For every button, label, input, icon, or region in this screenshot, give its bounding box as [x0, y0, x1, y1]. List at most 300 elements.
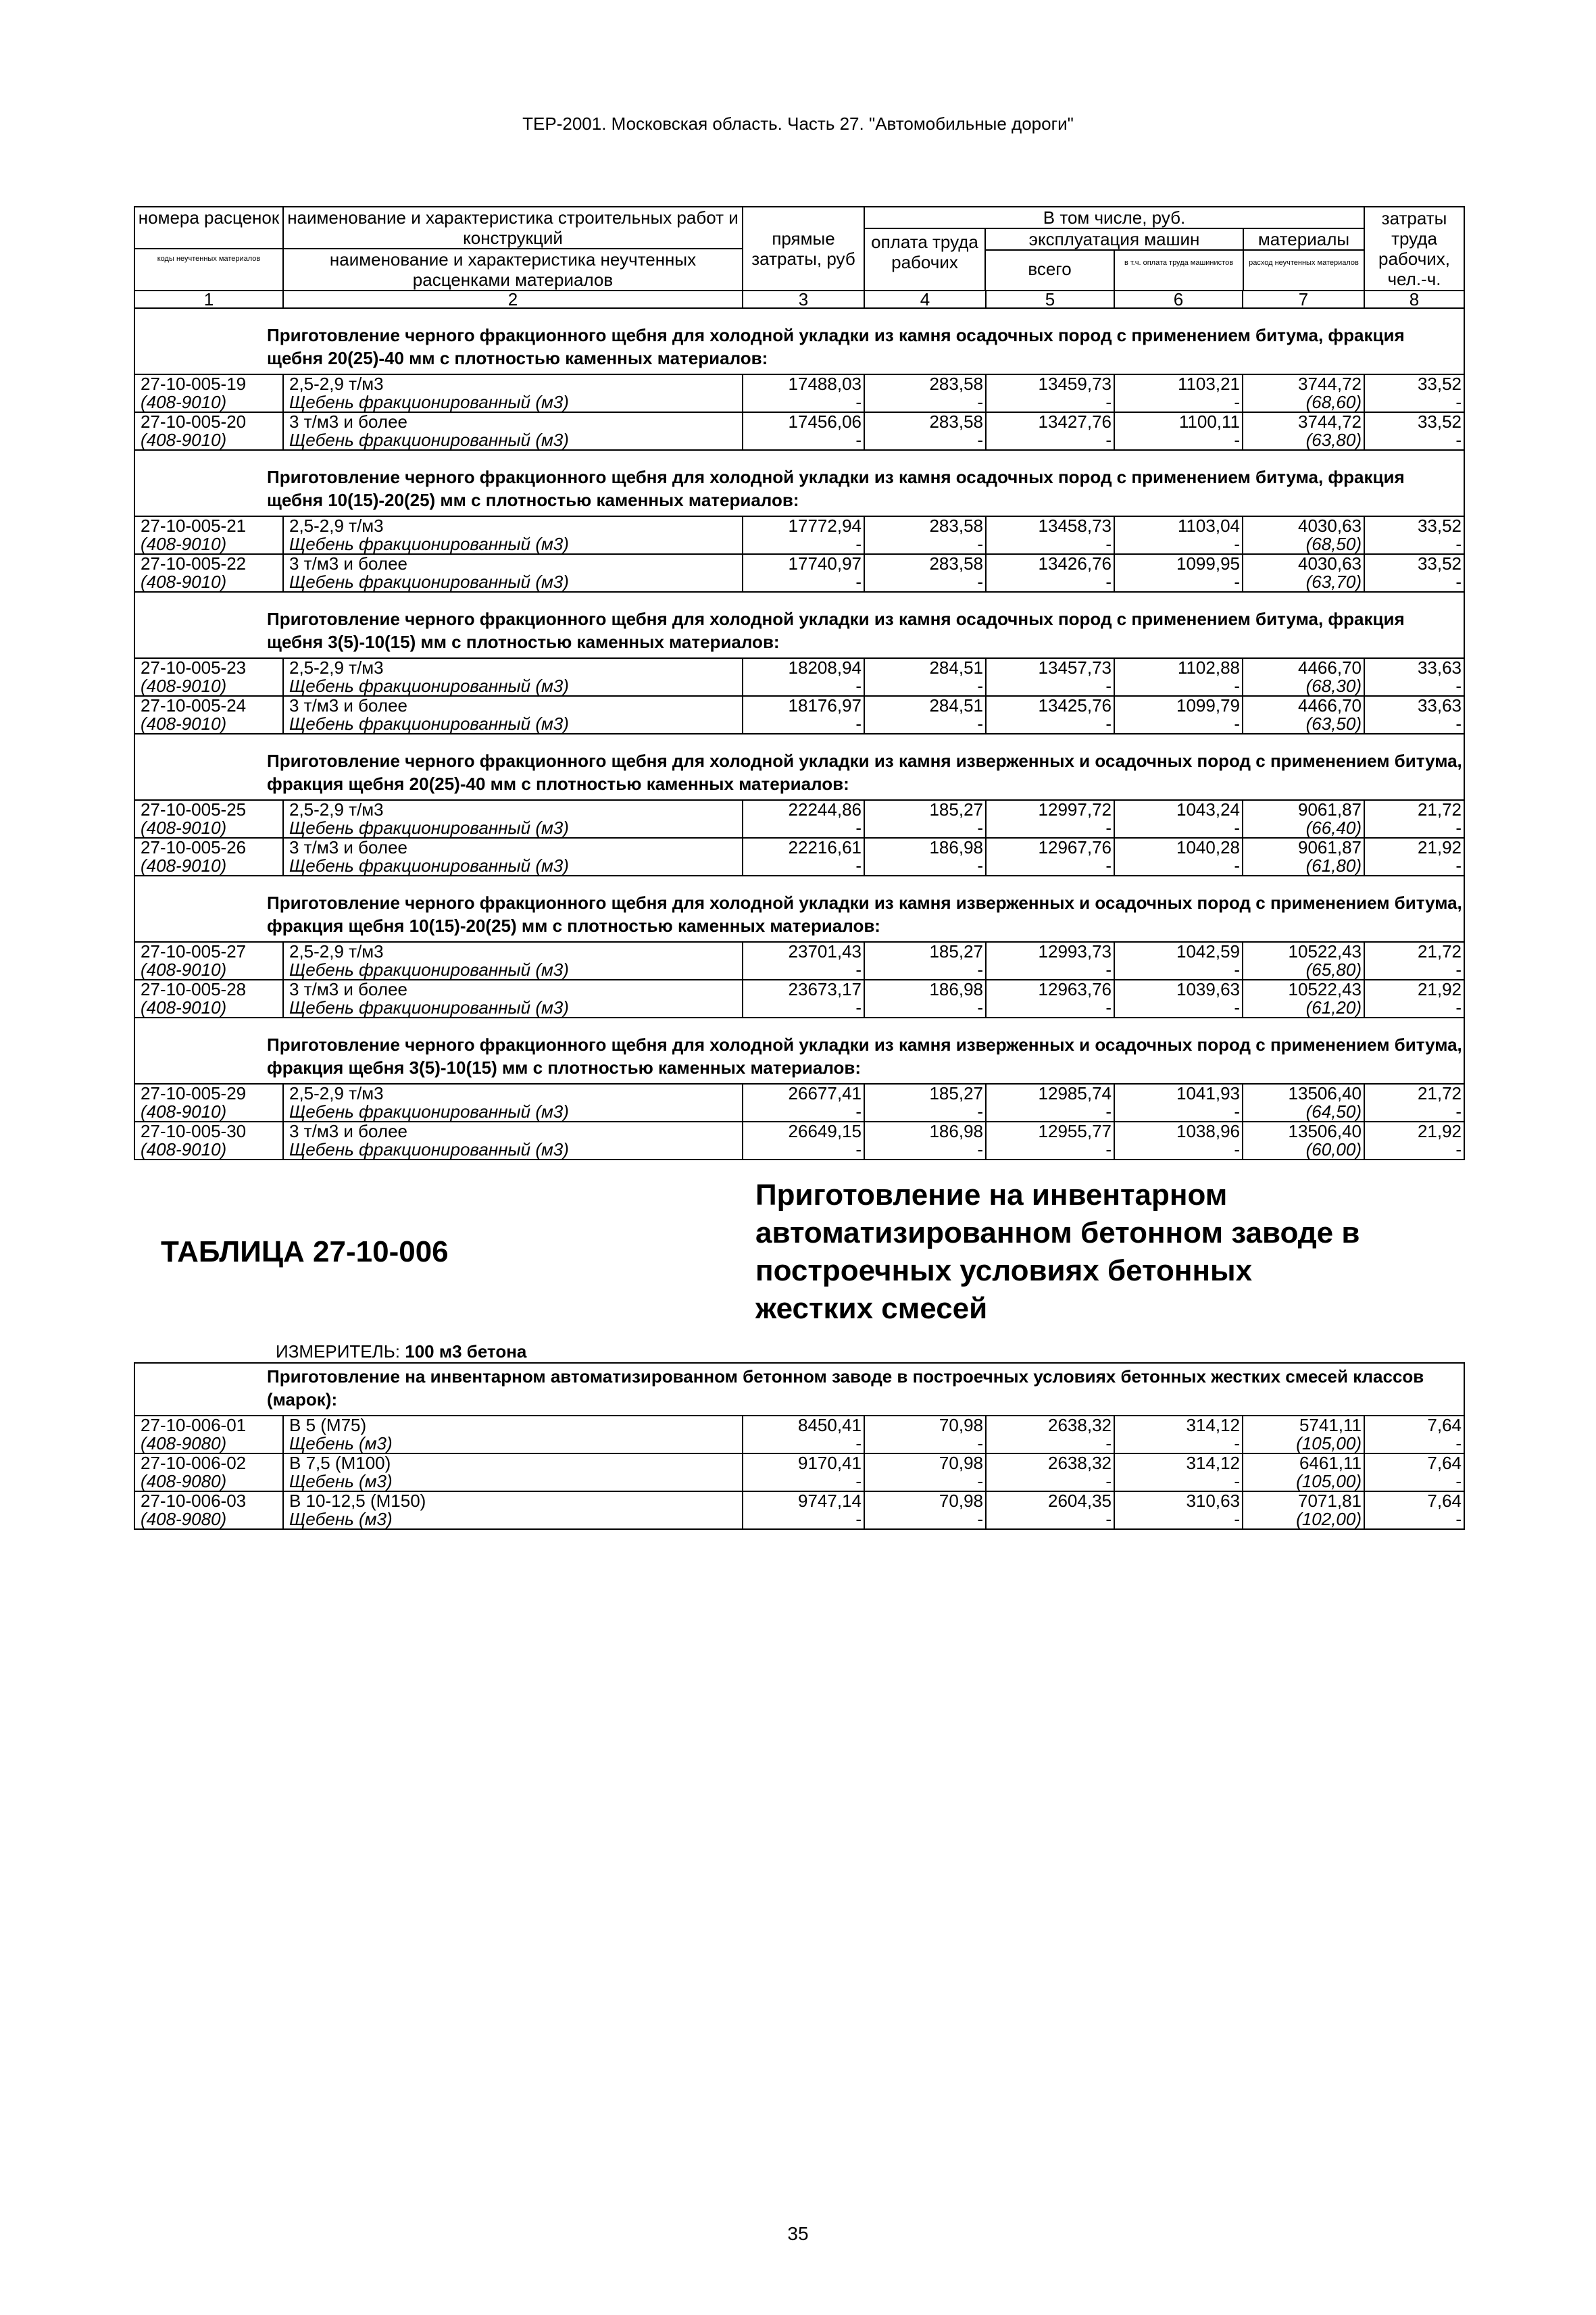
rate-mach-labor: 1038,96: [1114, 1122, 1243, 1141]
rate-name: В 7,5 (М100): [283, 1453, 743, 1472]
dash-direct: -: [743, 1103, 864, 1122]
dash-labor: -: [864, 857, 986, 876]
dash-mach-labor: -: [1114, 1510, 1243, 1529]
header-number-7: 7: [1243, 291, 1364, 308]
material-name: Щебень фракционированный (м3): [283, 857, 743, 876]
section-title-row: [134, 734, 1464, 800]
rate-mach-labor: 310,63: [1114, 1491, 1243, 1510]
rate-mach: 13457,73: [986, 658, 1114, 677]
rate-name: 2,5-2,9 т/м3: [283, 800, 743, 819]
material-name: Щебень фракционированный (м3): [283, 1103, 743, 1122]
rate-name: В 5 (М75): [283, 1416, 743, 1435]
rate-mach: 12997,72: [986, 800, 1114, 819]
table-row: [134, 800, 1464, 819]
rate-name: 2,5-2,9 т/м3: [283, 516, 743, 535]
rate-labor-hours: 21,72: [1364, 942, 1464, 961]
rate-materials: 3744,72: [1243, 374, 1364, 393]
rate-labor: 185,27: [864, 1084, 986, 1103]
rates-table-2: [134, 1362, 1465, 1530]
rate-mach: 2604,35: [986, 1491, 1114, 1510]
material-code: (408-9010): [134, 573, 283, 592]
rate-direct: 9170,41: [743, 1453, 864, 1472]
rate-labor: 70,98: [864, 1416, 986, 1435]
header-col6: в т.ч. оплата труда машинистов: [1124, 259, 1234, 267]
rate-labor: 186,98: [864, 1122, 986, 1141]
material-code: (408-9010): [134, 819, 283, 838]
dash-labor: -: [864, 535, 986, 554]
rate-labor: 284,51: [864, 658, 986, 677]
rate-materials: 13506,40: [1243, 1084, 1364, 1103]
dash-labor-hours: -: [1364, 1472, 1464, 1491]
material-quantity: (68,50): [1243, 535, 1364, 554]
dash-labor-hours: -: [1364, 573, 1464, 592]
rate-labor-hours: 7,64: [1364, 1416, 1464, 1435]
rate-mach: 2638,32: [986, 1453, 1114, 1472]
rate-mach-labor: 314,12: [1114, 1416, 1243, 1435]
dash-labor: -: [864, 1510, 986, 1529]
table-row: [134, 1491, 1464, 1510]
section-title-row: [134, 592, 1464, 658]
material-quantity: (61,80): [1243, 857, 1364, 876]
header-number-4: 4: [864, 291, 986, 308]
dash-mach-labor: -: [1114, 1435, 1243, 1453]
table-code: ТАБЛИЦА 27-10-006: [161, 1235, 449, 1268]
rate-name: 3 т/м3 и более: [283, 838, 743, 857]
material-quantity: (63,50): [1243, 715, 1364, 734]
header-col1-bottom: коды неучтенных материалов: [157, 255, 261, 263]
rate-direct: 17740,97: [743, 554, 864, 573]
rate-direct: 26649,15: [743, 1122, 864, 1141]
dash-direct: -: [743, 535, 864, 554]
page-header: ТЕР-2001. Московская область. Часть 27. "Автомобильные дороги": [522, 114, 1074, 134]
dash-labor: -: [864, 1472, 986, 1491]
rate-labor-hours: 7,64: [1364, 1453, 1464, 1472]
dash-direct: -: [743, 677, 864, 696]
rate-direct: 23701,43: [743, 942, 864, 961]
rate-code: 27-10-005-25: [134, 800, 283, 819]
rate-materials: 6461,11: [1243, 1453, 1364, 1472]
rate-materials: 4030,63: [1243, 554, 1364, 573]
table-row: [134, 1453, 1464, 1472]
dash-direct: -: [743, 1141, 864, 1160]
dash-labor-hours: -: [1364, 1103, 1464, 1122]
rate-mach-labor: 1042,59: [1114, 942, 1243, 961]
rate-code: 27-10-005-29: [134, 1084, 283, 1103]
header-machines: эксплуатация машин: [986, 229, 1243, 251]
dash-mach-labor: -: [1114, 999, 1243, 1018]
dash-mach-labor: -: [1114, 535, 1243, 554]
dash-mach-labor: -: [1114, 857, 1243, 876]
main-content: [134, 206, 1464, 1530]
rate-labor-hours: 7,64: [1364, 1491, 1464, 1510]
table-row: [134, 980, 1464, 999]
material-name: Щебень фракционированный (м3): [283, 999, 743, 1018]
rate-code: 27-10-005-30: [134, 1122, 283, 1141]
section-title: Приготовление черного фракционного щебня для холодной укладки из камня осадочных пород с применением битума, фракция щебня 20(25)-40 мм с плотностью каменных материалов:: [134, 309, 1464, 374]
dash-mach: -: [986, 857, 1114, 876]
rate-mach: 13426,76: [986, 554, 1114, 573]
dash-labor: -: [864, 393, 986, 412]
dash-labor-hours: -: [1364, 677, 1464, 696]
table-title: Приготовление на инвентарном автоматизированном бетонном заводе в построечных условиях бетонных жестких смесей: [755, 1178, 1360, 1325]
dash-labor-hours: -: [1364, 431, 1464, 450]
rate-mach-labor: 314,12: [1114, 1453, 1243, 1472]
table-row-material: [134, 1435, 1464, 1453]
table-row-material: [134, 857, 1464, 876]
section-title: Приготовление черного фракционного щебня для холодной укладки из камня изверженных и осадочных пород с применением битума, фракция щебня 10(15)-20(25) мм с плотностью каменных материалов:: [134, 876, 1464, 942]
section-title: Приготовление черного фракционного щебня для холодной укладки из камня изверженных и осадочных пород с применением битума, фракция щебня 3(5)-10(15) мм с плотностью каменных материалов:: [134, 1018, 1464, 1084]
header-col7: расход неучтенных материалов: [1249, 259, 1359, 267]
header-col2-bottom: наименование и характеристика неучтенных расценками материалов: [329, 249, 697, 290]
rate-name: 3 т/м3 и более: [283, 980, 743, 999]
material-quantity: (68,30): [1243, 677, 1364, 696]
dash-mach-labor: -: [1114, 819, 1243, 838]
rate-labor-hours: 21,72: [1364, 800, 1464, 819]
dash-direct: -: [743, 431, 864, 450]
rate-labor-hours: 21,92: [1364, 980, 1464, 999]
table-row: [134, 1084, 1464, 1103]
rate-direct: 23673,17: [743, 980, 864, 999]
dash-mach: -: [986, 431, 1114, 450]
rate-code: 27-10-005-27: [134, 942, 283, 961]
rate-labor-hours: 33,52: [1364, 374, 1464, 393]
dash-labor-hours: -: [1364, 819, 1464, 838]
dash-mach: -: [986, 715, 1114, 734]
dash-direct: -: [743, 715, 864, 734]
dash-direct: -: [743, 819, 864, 838]
section-title-row: [134, 876, 1464, 942]
rate-labor-hours: 21,92: [1364, 838, 1464, 857]
rate-direct: 9747,14: [743, 1491, 864, 1510]
dash-direct: -: [743, 857, 864, 876]
material-code: (408-9010): [134, 961, 283, 980]
rate-code: 27-10-006-02: [134, 1453, 283, 1472]
rate-direct: 17488,03: [743, 374, 864, 393]
table-row: [134, 1122, 1464, 1141]
rate-labor: 70,98: [864, 1453, 986, 1472]
material-code: (408-9010): [134, 715, 283, 734]
rate-code: 27-10-005-21: [134, 516, 283, 535]
rate-mach: 13459,73: [986, 374, 1114, 393]
rate-name: 2,5-2,9 т/м3: [283, 942, 743, 961]
material-name: Щебень фракционированный (м3): [283, 677, 743, 696]
table-row-material: [134, 535, 1464, 554]
header-col2: [283, 207, 743, 291]
dash-mach: -: [986, 535, 1114, 554]
dash-direct: -: [743, 1472, 864, 1491]
table-row: [134, 1416, 1464, 1435]
header-number-8: 8: [1364, 291, 1464, 308]
material-quantity: (66,40): [1243, 819, 1364, 838]
rate-labor: 185,27: [864, 800, 986, 819]
page-number: 35: [787, 2223, 809, 2244]
material-code: (408-9010): [134, 431, 283, 450]
material-code: (408-9010): [134, 535, 283, 554]
rate-direct: 22216,61: [743, 838, 864, 857]
material-quantity: (60,00): [1243, 1141, 1364, 1160]
rate-code: 27-10-005-24: [134, 696, 283, 715]
rate-direct: 17772,94: [743, 516, 864, 535]
rate-mach: 12955,77: [986, 1122, 1114, 1141]
dash-direct: -: [743, 999, 864, 1018]
dash-mach-labor: -: [1114, 573, 1243, 592]
material-name: Щебень фракционированный (м3): [283, 573, 743, 592]
rate-labor-hours: 33,52: [1364, 554, 1464, 573]
rate-direct: 8450,41: [743, 1416, 864, 1435]
table-row-material: [134, 393, 1464, 412]
table-row: [134, 516, 1464, 535]
material-name: Щебень фракционированный (м3): [283, 961, 743, 980]
dash-labor: -: [864, 1103, 986, 1122]
rate-mach: 12963,76: [986, 980, 1114, 999]
header-col2-top: наименование и характеристика строительных работ и конструкций: [284, 207, 742, 249]
material-name: Щебень фракционированный (м3): [283, 1141, 743, 1160]
material-code: (408-9080): [134, 1510, 283, 1529]
header-in-total: [864, 207, 1364, 291]
rate-materials: 13506,40: [1243, 1122, 1364, 1141]
rate-labor: 70,98: [864, 1491, 986, 1510]
dash-mach: -: [986, 677, 1114, 696]
rate-materials: 4030,63: [1243, 516, 1364, 535]
material-code: (408-9010): [134, 393, 283, 412]
dash-direct: -: [743, 393, 864, 412]
table-row: [134, 942, 1464, 961]
material-quantity: (68,60): [1243, 393, 1364, 412]
dash-mach: -: [986, 1510, 1114, 1529]
rate-mach: 13425,76: [986, 696, 1114, 715]
rate-mach-labor: 1102,88: [1114, 658, 1243, 677]
rate-code: 27-10-005-23: [134, 658, 283, 677]
rate-direct: 18208,94: [743, 658, 864, 677]
dash-labor: -: [864, 1141, 986, 1160]
rate-labor-hours: 21,72: [1364, 1084, 1464, 1103]
material-name: Щебень фракционированный (м3): [283, 431, 743, 450]
table-row-material: [134, 819, 1464, 838]
rate-mach: 13458,73: [986, 516, 1114, 535]
material-code: (408-9080): [134, 1435, 283, 1453]
rate-mach-labor: 1099,79: [1114, 696, 1243, 715]
header-number-3: 3: [743, 291, 864, 308]
rate-labor: 283,58: [864, 374, 986, 393]
dash-labor-hours: -: [1364, 1435, 1464, 1453]
dash-labor: -: [864, 1435, 986, 1453]
measure-line: [134, 1341, 1464, 1362]
rate-code: 27-10-005-20: [134, 412, 283, 431]
material-quantity: (61,20): [1243, 999, 1364, 1018]
rate-code: 27-10-005-22: [134, 554, 283, 573]
rate-direct: 26677,41: [743, 1084, 864, 1103]
dash-mach-labor: -: [1114, 1472, 1243, 1491]
section-title-row: [134, 1363, 1464, 1416]
rate-mach-labor: 1043,24: [1114, 800, 1243, 819]
dash-labor-hours: -: [1364, 1510, 1464, 1529]
dash-direct: -: [743, 961, 864, 980]
material-name: Щебень (м3): [283, 1472, 743, 1491]
header-col5: всего: [986, 251, 1115, 290]
material-name: Щебень фракционированный (м3): [283, 715, 743, 734]
dash-mach-labor: -: [1114, 677, 1243, 696]
material-name: Щебень фракционированный (м3): [283, 535, 743, 554]
rate-mach-labor: 1100,11: [1114, 412, 1243, 431]
material-code: (408-9010): [134, 999, 283, 1018]
rate-mach-labor: 1099,95: [1114, 554, 1243, 573]
section-title-row: [134, 450, 1464, 516]
section-title: Приготовление черного фракционного щебня для холодной укладки из камня изверженных и осадочных пород с применением битума, фракция щебня 20(25)-40 мм с плотностью каменных материалов:: [134, 734, 1464, 800]
header-number-5: 5: [986, 291, 1114, 308]
section-title-row: [134, 309, 1464, 374]
rate-mach-labor: 1103,21: [1114, 374, 1243, 393]
rate-materials: 3744,72: [1243, 412, 1364, 431]
dash-labor: -: [864, 431, 986, 450]
material-quantity: (65,80): [1243, 961, 1364, 980]
material-quantity: (64,50): [1243, 1103, 1364, 1122]
material-quantity: (105,00): [1243, 1435, 1364, 1453]
dash-direct: -: [743, 1435, 864, 1453]
table-row-material: [134, 1141, 1464, 1160]
dash-labor-hours: -: [1364, 961, 1464, 980]
dash-labor-hours: -: [1364, 999, 1464, 1018]
dash-mach: -: [986, 819, 1114, 838]
dash-mach-labor: -: [1114, 715, 1243, 734]
rate-labor-hours: 33,52: [1364, 516, 1464, 535]
table-row: [134, 696, 1464, 715]
rate-labor: 186,98: [864, 980, 986, 999]
header-col1-top: номера расценок: [135, 207, 282, 249]
dash-direct: -: [743, 573, 864, 592]
dash-labor-hours: -: [1364, 857, 1464, 876]
rate-labor: 284,51: [864, 696, 986, 715]
rates-table-body: [134, 309, 1465, 1160]
rate-labor-hours: 33,52: [1364, 412, 1464, 431]
rate-mach-labor: 1040,28: [1114, 838, 1243, 857]
measure-label: ИЗМЕРИТЕЛЬ:: [276, 1341, 400, 1362]
material-code: (408-9010): [134, 857, 283, 876]
rate-materials: 10522,43: [1243, 942, 1364, 961]
dash-labor: -: [864, 961, 986, 980]
dash-direct: -: [743, 1510, 864, 1529]
dash-labor-hours: -: [1364, 535, 1464, 554]
rate-mach: 2638,32: [986, 1416, 1114, 1435]
rate-name: 3 т/м3 и более: [283, 1122, 743, 1141]
rate-labor-hours: 21,92: [1364, 1122, 1464, 1141]
dash-mach: -: [986, 1103, 1114, 1122]
dash-labor: -: [864, 677, 986, 696]
dash-mach-labor: -: [1114, 431, 1243, 450]
dash-labor: -: [864, 715, 986, 734]
rate-mach: 12993,73: [986, 942, 1114, 961]
header-col8: затраты труда рабочих, чел.-ч.: [1364, 207, 1464, 291]
rate-labor: 185,27: [864, 942, 986, 961]
dash-mach: -: [986, 393, 1114, 412]
table-row-material: [134, 1472, 1464, 1491]
rate-name: 2,5-2,9 т/м3: [283, 658, 743, 677]
dash-mach-labor: -: [1114, 393, 1243, 412]
rate-code: 27-10-005-19: [134, 374, 283, 393]
table-row-material: [134, 677, 1464, 696]
material-name: Щебень (м3): [283, 1435, 743, 1453]
table-row-material: [134, 1103, 1464, 1122]
rate-mach-labor: 1039,63: [1114, 980, 1243, 999]
material-quantity: (102,00): [1243, 1510, 1364, 1529]
dash-labor: -: [864, 819, 986, 838]
dash-labor-hours: -: [1364, 715, 1464, 734]
table-row-material: [134, 573, 1464, 592]
material-name: Щебень (м3): [283, 1510, 743, 1529]
rate-name: 3 т/м3 и более: [283, 554, 743, 573]
material-code: (408-9010): [134, 1141, 283, 1160]
table-row-material: [134, 715, 1464, 734]
dash-mach: -: [986, 1141, 1114, 1160]
header-col3: прямые затраты, руб: [743, 207, 864, 291]
rate-name: 2,5-2,9 т/м3: [283, 374, 743, 393]
rate-materials: 10522,43: [1243, 980, 1364, 999]
section-title: Приготовление черного фракционного щебня для холодной укладки из камня осадочных пород с применением битума, фракция щебня 3(5)-10(15) мм с плотностью каменных материалов:: [134, 592, 1464, 658]
material-code: (408-9080): [134, 1472, 283, 1491]
rate-code: 27-10-006-01: [134, 1416, 283, 1435]
rate-code: 27-10-006-03: [134, 1491, 283, 1510]
table-block: [134, 1176, 1464, 1328]
rate-materials: 9061,87: [1243, 838, 1364, 857]
table-row-material: [134, 431, 1464, 450]
dash-mach: -: [986, 1472, 1114, 1491]
material-quantity: (105,00): [1243, 1472, 1364, 1491]
rate-direct: 18176,97: [743, 696, 864, 715]
rates-table-header: [134, 206, 1465, 309]
material-code: (408-9010): [134, 677, 283, 696]
table-row-material: [134, 999, 1464, 1018]
dash-mach-labor: -: [1114, 1103, 1243, 1122]
rate-direct: 22244,86: [743, 800, 864, 819]
rate-mach: 12967,76: [986, 838, 1114, 857]
dash-mach-labor: -: [1114, 961, 1243, 980]
dash-mach: -: [986, 999, 1114, 1018]
dash-mach-labor: -: [1114, 1141, 1243, 1160]
rate-labor-hours: 33,63: [1364, 658, 1464, 677]
rate-mach-labor: 1041,93: [1114, 1084, 1243, 1103]
header-number-1: 1: [134, 291, 283, 308]
section-title: Приготовление на инвентарном автоматизированном бетонном заводе в построечных условиях бетонных жестких смесей классов (марок):: [134, 1363, 1464, 1416]
rate-materials: 5741,11: [1243, 1416, 1364, 1435]
dash-mach: -: [986, 573, 1114, 592]
material-name: Щебень фракционированный (м3): [283, 819, 743, 838]
table-row-material: [134, 961, 1464, 980]
rate-labor: 186,98: [864, 838, 986, 857]
rate-materials: 9061,87: [1243, 800, 1364, 819]
material-code: (408-9010): [134, 1103, 283, 1122]
header-in-total-label: В том числе, руб.: [865, 207, 1364, 229]
header-number-row: [134, 291, 1464, 308]
dash-labor-hours: -: [1364, 1141, 1464, 1160]
rate-materials: 4466,70: [1243, 696, 1364, 715]
rate-name: 3 т/м3 и более: [283, 412, 743, 431]
table-row: [134, 658, 1464, 677]
header-col4: оплата труда рабочих: [865, 229, 986, 290]
header-number-6: 6: [1114, 291, 1243, 308]
rate-labor: 283,58: [864, 554, 986, 573]
rate-code: 27-10-005-28: [134, 980, 283, 999]
rate-labor-hours: 33,63: [1364, 696, 1464, 715]
rate-name: 2,5-2,9 т/м3: [283, 1084, 743, 1103]
rate-mach: 12985,74: [986, 1084, 1114, 1103]
dash-mach: -: [986, 1435, 1114, 1453]
header-col1: [134, 207, 283, 291]
material-name: Щебень фракционированный (м3): [283, 393, 743, 412]
section-title-row: [134, 1018, 1464, 1084]
rate-materials: 7071,81: [1243, 1491, 1364, 1510]
rate-name: 3 т/м3 и более: [283, 696, 743, 715]
section-title: Приготовление черного фракционного щебня для холодной укладки из камня осадочных пород с применением битума, фракция щебня 10(15)-20(25) мм с плотностью каменных материалов:: [134, 450, 1464, 516]
rate-mach: 13427,76: [986, 412, 1114, 431]
